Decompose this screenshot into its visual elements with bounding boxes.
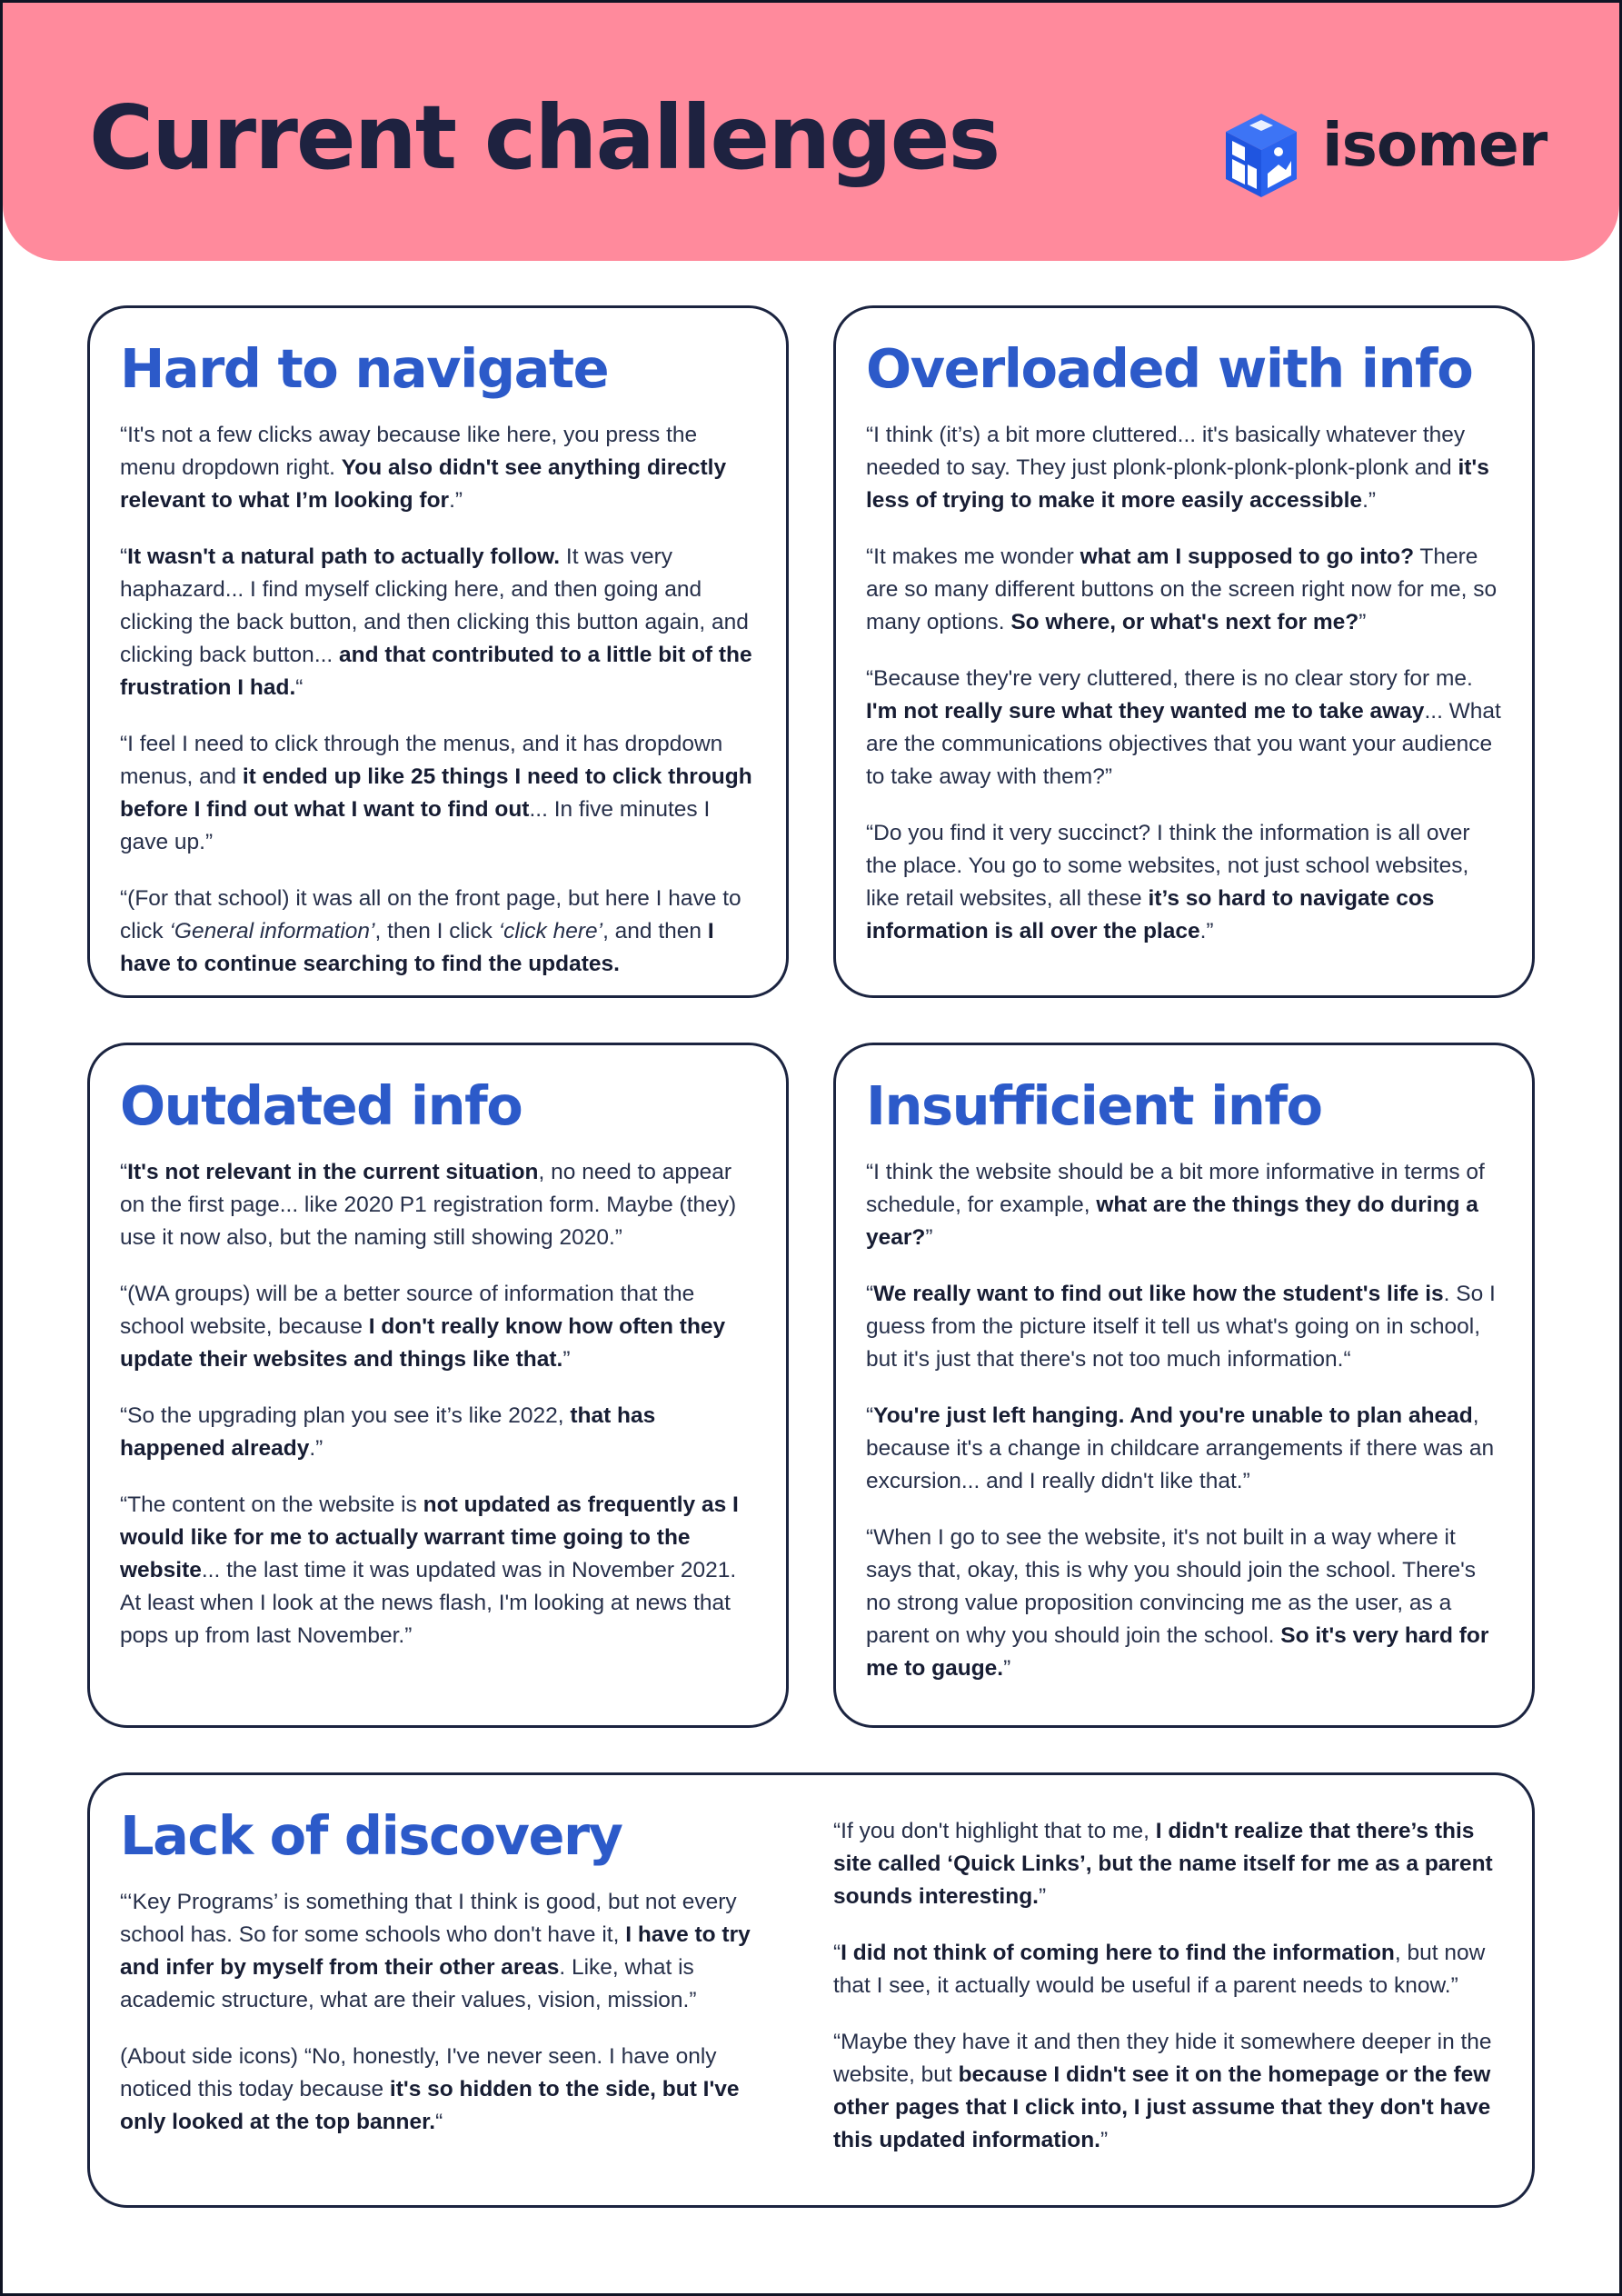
- quote-text: “The content on the website is: [120, 1492, 423, 1518]
- quote-paragraph: [866, 1156, 1501, 1254]
- card-title: Lack of discovery: [120, 1804, 622, 1867]
- quote-emphasis: and that contributed to a little bit of the frustration I had.: [120, 643, 752, 701]
- quote-text: “: [295, 675, 304, 701]
- quote-text: .”: [1362, 488, 1377, 514]
- quote-text: ”: [1003, 1656, 1011, 1682]
- discovery-right-column: [833, 1815, 1501, 2181]
- quote-paragraph: [833, 1815, 1501, 1913]
- quote-list: [120, 419, 755, 981]
- quote-emphasis: I didn't realize that there’s this site called ‘Quick Links’, but the name itself for me as a parent sounds interesting.: [833, 1819, 1493, 1909]
- card-title: Outdated info: [120, 1074, 522, 1137]
- quote-text: “: [833, 1941, 841, 1965]
- quote-emphasis: I'm not really sure what they wanted me to take away: [866, 699, 1425, 724]
- quote-text: “: [120, 544, 128, 570]
- quote-emphasis: it's less of trying to make it more easily accessible: [866, 455, 1489, 514]
- quote-paragraph: [866, 817, 1501, 948]
- quote-paragraph: [866, 1400, 1501, 1498]
- quote-emphasis: not updated as frequently as I would like for me to actually warrant time going to the website: [120, 1492, 739, 1583]
- quote-text: “(For that school) it was all on the front page, but here I have to click: [120, 886, 741, 944]
- quote-paragraph: [120, 883, 755, 981]
- quote-text: “It's not a few clicks away because like here, you press the menu dropdown right.: [120, 423, 698, 481]
- quote-text: (About side icons) “No, honestly, I've never seen. I have only noticed this today because: [120, 2044, 717, 2102]
- quote-emphasis: it's so hidden to the side, but I've only looked at the top banner.: [120, 2077, 740, 2135]
- quote-paragraph: [120, 419, 755, 517]
- quote-text: , no need to appear on the first page... like 2020 P1 registration form. Maybe (they) use it now also, but the naming still showing 2020.”: [120, 1160, 737, 1251]
- quote-list: [120, 1886, 774, 2139]
- header-banner: [3, 3, 1619, 261]
- quote-paragraph: [120, 728, 755, 859]
- card-outdated-info: [87, 1043, 789, 1728]
- isomer-logo: [1220, 110, 1547, 205]
- quote-text: “It makes me wonder: [866, 544, 1080, 570]
- quote-paragraph: [866, 1278, 1501, 1376]
- card-overloaded-with-info: [833, 305, 1535, 998]
- quote-emphasis: what are the things they do during a year?: [866, 1193, 1478, 1251]
- quote-text: “: [866, 1403, 874, 1429]
- quote-text: , then I click: [374, 919, 499, 944]
- quote-emphasis: that has happened already: [120, 1403, 656, 1462]
- quote-emphasis: So where, or what's next for me?: [1010, 610, 1359, 635]
- quote-emphasis: You also didn't see anything directly relevant to what I’m looking for: [120, 455, 727, 514]
- quote-paragraph: [120, 1400, 755, 1465]
- quote-paragraph: [866, 1522, 1501, 1685]
- quote-paragraph: [120, 1278, 755, 1376]
- quote-paragraph: [866, 419, 1501, 517]
- page-title: Current challenges: [89, 86, 1000, 189]
- quote-text: “Maybe they have it and then they hide it somewhere deeper in the website, but: [833, 2030, 1492, 2087]
- quote-italic: ‘click here’: [498, 919, 603, 944]
- quote-text: , and then: [602, 919, 708, 944]
- quote-text: ... the last time it was updated was in November 2021. At least when I look at the news flash, I'm looking at news that pops up from last November.”: [120, 1558, 737, 1649]
- quote-text: “Do you find it very succinct? I think the information is all over the place. You go to some websites, not just school websites, like retail websites, all these: [866, 821, 1470, 912]
- quote-emphasis: it ended up like 25 things I need to click through before I find out what I want to find out: [120, 764, 752, 823]
- isomer-cube-icon: [1220, 110, 1302, 201]
- quote-emphasis: We really want to find out like how the student's life is: [873, 1282, 1444, 1307]
- quote-paragraph: [120, 1489, 755, 1652]
- card-title: Insufficient info: [866, 1074, 1322, 1137]
- quote-text: “: [120, 1160, 128, 1185]
- quote-emphasis: what am I supposed to go into?: [1080, 544, 1415, 570]
- quote-list: [866, 419, 1501, 948]
- quote-paragraph: [833, 2026, 1501, 2157]
- quote-text: “I think (it’s) a bit more cluttered... it's basically whatever they needed to say. They just plonk-plonk-plonk-plonk-plonk and: [866, 423, 1466, 481]
- quote-paragraph: [120, 1156, 755, 1254]
- quote-text: .”: [1199, 919, 1214, 944]
- quote-text: “When I go to see the website, it's not built in a way where it says that, okay, this is why you should join the school. There's no strong value proposition convincing me as the user, as a parent on why you should join the school.: [866, 1525, 1477, 1649]
- quote-text: “: [435, 2110, 443, 2135]
- quote-text: ”: [562, 1347, 571, 1373]
- quote-paragraph: [120, 541, 755, 704]
- quote-text: ”: [1038, 1884, 1047, 1909]
- quote-text: , but now that I see, it actually would be useful if a parent needs to know.”: [833, 1941, 1486, 1998]
- quote-emphasis: I did not think of coming here to find the information: [841, 1941, 1395, 1965]
- quote-text: ”: [1100, 2128, 1109, 2152]
- quote-paragraph: [866, 541, 1501, 639]
- quote-list: [120, 1156, 755, 1652]
- quote-paragraph: [833, 1937, 1501, 2002]
- discovery-left-column: [120, 1806, 774, 2162]
- quote-text: “I think the website should be a bit more informative in terms of schedule, for example,: [866, 1160, 1485, 1218]
- quote-text: There are so many different buttons on the screen right now for me, so many options.: [866, 544, 1498, 635]
- quote-emphasis: it’s so hard to navigate cos information is all over the place: [866, 886, 1435, 944]
- quote-text: ... In five minutes I gave up.”: [120, 797, 711, 855]
- quote-text: ”: [1358, 610, 1367, 635]
- quote-emphasis: because I didn't see it on the homepage or the few other pages that I click into, I just assume that they don't have this updated information.: [833, 2062, 1491, 2152]
- quote-text: “If you don't highlight that to me,: [833, 1819, 1156, 1843]
- card-insufficient-info: [833, 1043, 1535, 1728]
- quote-emphasis: You're just left hanging. And you're unable to plan ahead: [873, 1403, 1473, 1429]
- quote-emphasis: So it's very hard for me to gauge.: [866, 1623, 1489, 1682]
- quote-text: “(WA groups) will be a better source of information that the school website, because: [120, 1282, 695, 1340]
- quote-paragraph: [120, 2041, 774, 2139]
- quote-emphasis: It's not relevant in the current situation: [127, 1160, 539, 1185]
- card-hard-to-navigate: [87, 305, 789, 998]
- logo-text: isomer: [1322, 110, 1547, 180]
- quote-italic: ‘General information’: [169, 919, 375, 944]
- quote-emphasis: It wasn't a natural path to actually follow.: [127, 544, 561, 570]
- quote-text: ”: [925, 1225, 933, 1251]
- quote-emphasis: I have to continue searching to find the updates.: [120, 919, 714, 977]
- quote-list: [833, 1815, 1501, 2157]
- quote-list: [866, 1156, 1501, 1685]
- quote-text: It was very haphazard... I find myself clicking here, and then going and clicking the back button, and then clicking this button again, and clicking back button...: [120, 544, 749, 668]
- quote-text: . Like, what is academic structure, what are their values, vision, mission.”: [120, 1955, 697, 2013]
- quote-emphasis: I have to try and infer by myself from their other areas: [120, 1922, 751, 1981]
- card-title: Overloaded with info: [866, 337, 1473, 400]
- quote-text: . So I guess from the picture itself it tell us what's going on in school, but it's just that there's not too much information.“: [866, 1282, 1496, 1373]
- quote-text: “Because they're very cluttered, there is no clear story for me.: [866, 666, 1473, 692]
- card-lack-of-discovery: [87, 1772, 1535, 2208]
- quote-paragraph: [866, 663, 1501, 794]
- quote-text: .”: [449, 488, 463, 514]
- quote-text: “So the upgrading plan you see it’s like 2022,: [120, 1403, 571, 1429]
- quote-paragraph: [120, 1886, 774, 2017]
- quote-emphasis: I don't really know how often they update their websites and things like that.: [120, 1314, 726, 1373]
- quote-text: “‘Key Programs’ is something that I think is good, but not every school has. So for some schools who don't have it,: [120, 1890, 737, 1948]
- quote-text: , because it's a change in childcare arrangements if there was an excursion... and I really didn't like that.”: [866, 1403, 1495, 1494]
- quote-text: “: [866, 1282, 874, 1307]
- quote-text: .”: [309, 1436, 323, 1462]
- quote-text: “I feel I need to click through the menus, and it has dropdown menus, and: [120, 732, 723, 790]
- card-title: Hard to navigate: [120, 337, 609, 400]
- quote-text: ... What are the communications objectives that you want your audience to take away with them?”: [866, 699, 1501, 790]
